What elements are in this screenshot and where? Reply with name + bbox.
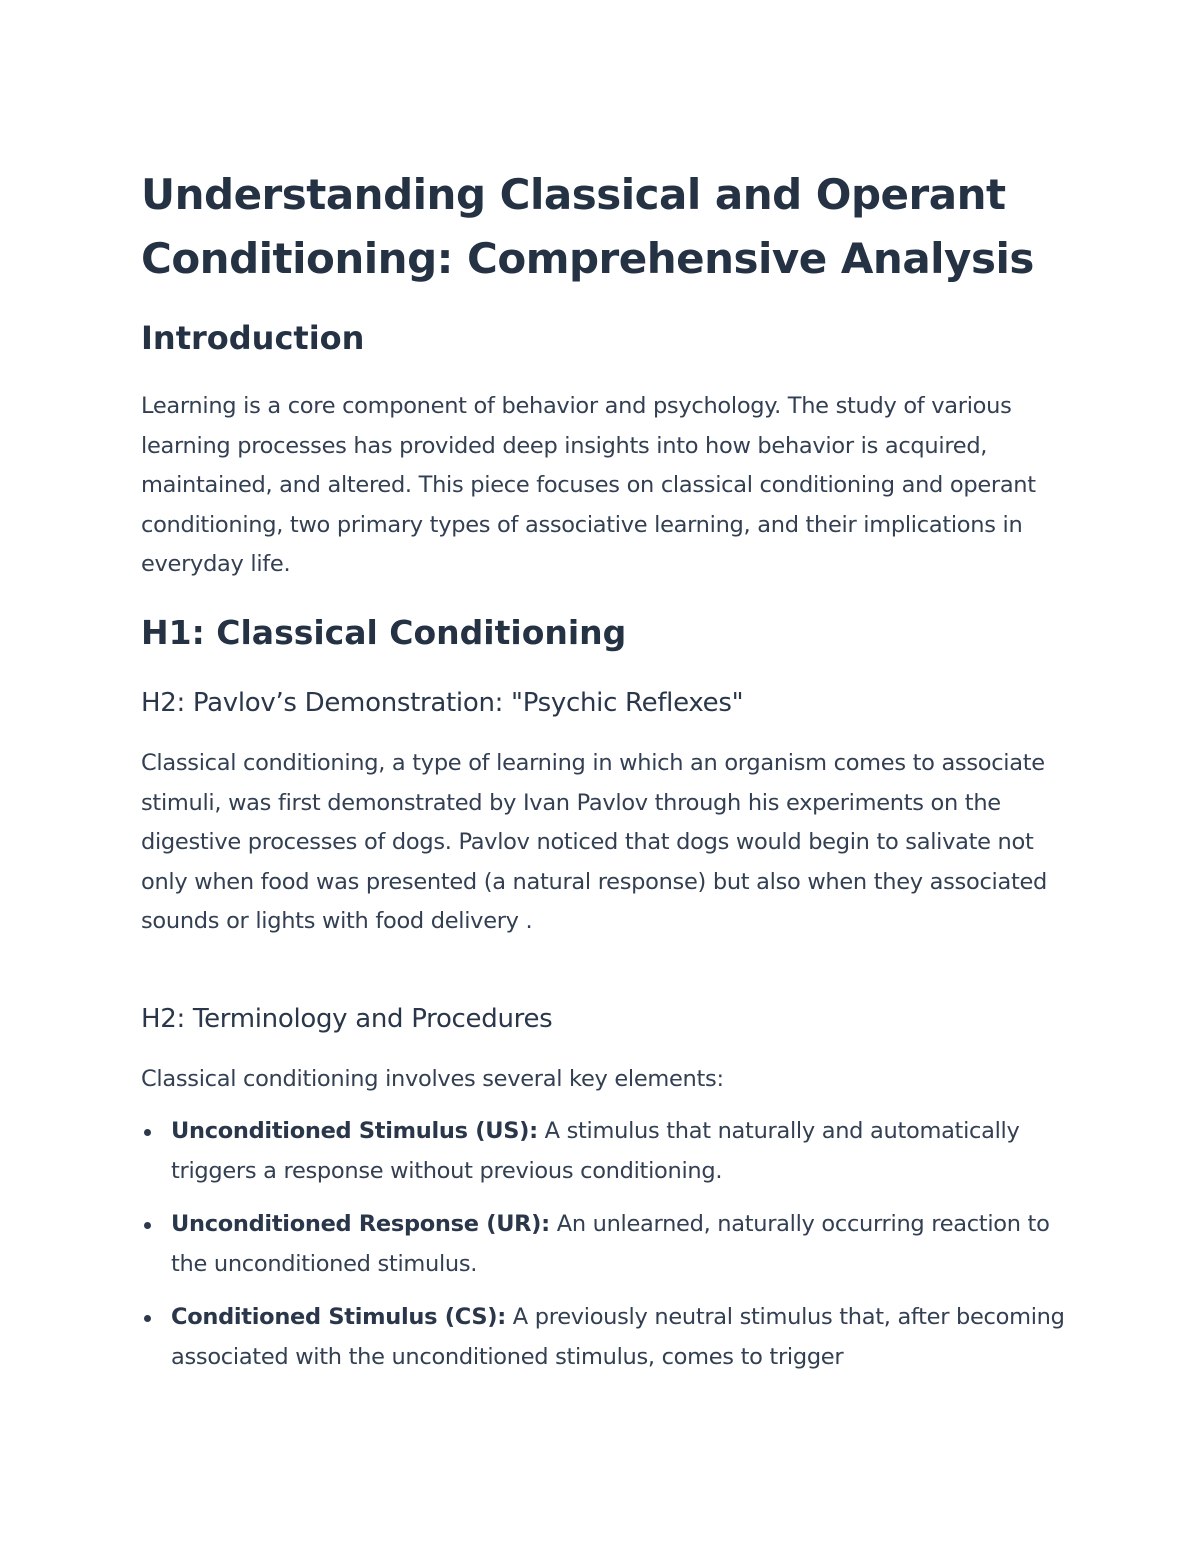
introduction-paragraph: Learning is a core component of behavior and psychology. The study of various learning processes has provided deep insights into how behavior is acquired, maintained, and altered. This piece focuses on classical conditioning and operant conditioning, two primary types of associative learning, and their implications in everyday life. <box>141 393 1036 577</box>
terminology-intro: Classical conditioning involves several key elements: <box>141 1066 724 1092</box>
terminology-heading: H2: Terminology and Procedures <box>141 1004 553 1034</box>
term-definition: A stimulus that naturally and automatically triggers a response without previous conditioning. <box>171 1118 1020 1184</box>
pavlov-paragraph: Classical conditioning, a type of learning in which an organism comes to associate stimuli, was first demonstrated by Ivan Pavlov through his experiments on the digestive processes of dogs. Pavlov noticed that dogs would begin to salivate not only when food was presented (a natural response) but also when they associated sounds or lights with food delivery . <box>141 750 1047 934</box>
bullet-icon <box>144 1129 151 1136</box>
terminology-list <box>141 1112 1071 1391</box>
term-definition: A previously neutral stimulus that, after becoming associated with the unconditioned stimulus, comes to trigger <box>171 1304 1065 1370</box>
list-item <box>141 1205 1071 1284</box>
classical-conditioning-heading: H1: Classical Conditioning <box>141 613 627 652</box>
term-label: Conditioned Stimulus (CS): <box>171 1304 506 1330</box>
list-item <box>141 1112 1071 1191</box>
introduction-heading: Introduction <box>141 319 365 357</box>
term-definition: An unlearned, naturally occurring reaction to the unconditioned stimulus. <box>171 1211 1050 1277</box>
term-label: Unconditioned Response (UR): <box>171 1211 550 1237</box>
pavlov-heading: H2: Pavlov’s Demonstration: "Psychic Reflexes" <box>141 688 744 718</box>
document-title: Understanding Classical and Operant Conditioning: Comprehensive Analysis <box>141 170 1034 283</box>
list-item <box>141 1298 1071 1377</box>
bullet-icon <box>144 1222 151 1229</box>
term-label: Unconditioned Stimulus (US): <box>171 1118 538 1144</box>
bullet-icon <box>144 1315 151 1322</box>
